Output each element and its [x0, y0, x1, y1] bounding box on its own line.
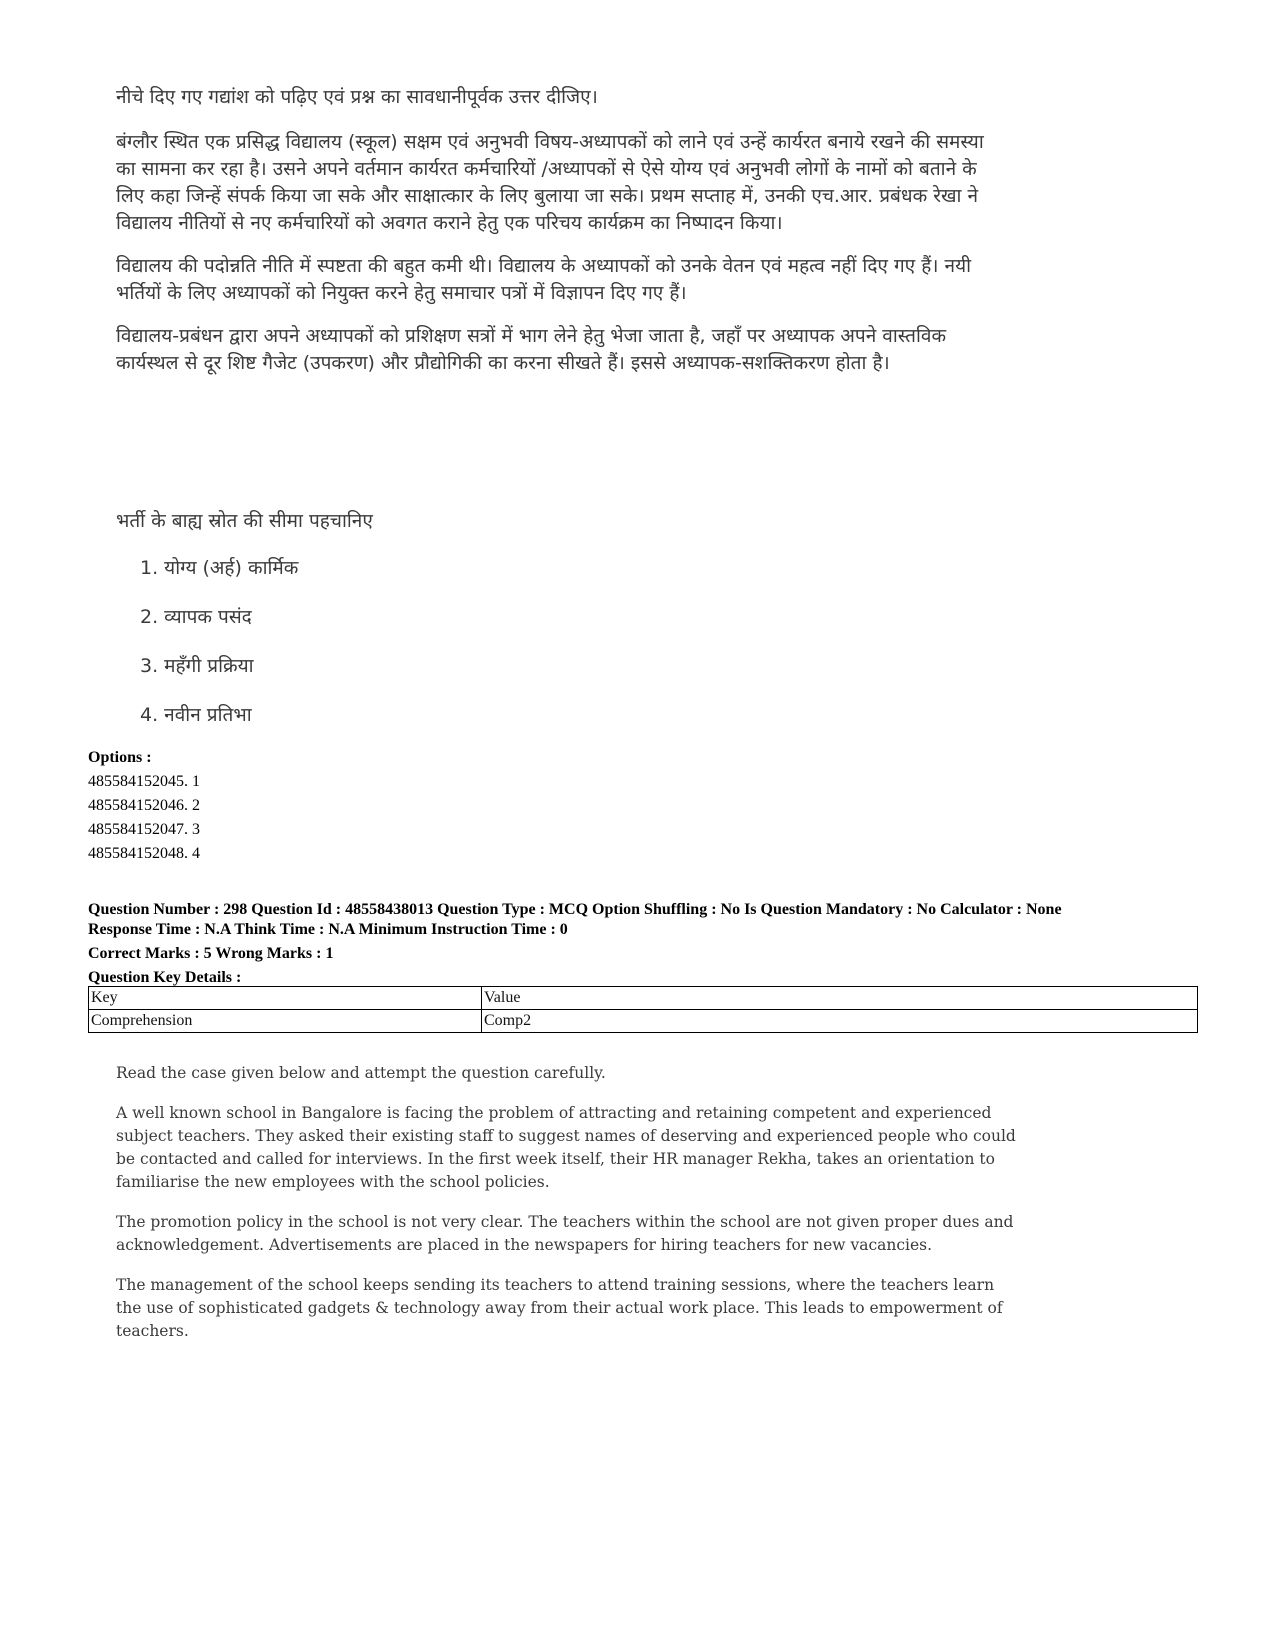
- hindi-instruction: नीचे दिए गए गद्यांश को पढ़िए एवं प्रश्न का सावधानीपूर्वक उत्तर दीजिए।: [116, 86, 598, 108]
- options-block: [88, 746, 200, 866]
- option-item-2: 485584152046. 2: [88, 797, 200, 814]
- english-paragraph-1: A well known school in Bangalore is facing the problem of attracting and retaining competent and experienced subject teachers. They asked their existing staff to suggest names of deserving and experienced people who could be contacted and called for interviews. In the first week itself, their HR manager Rekha, takes an orientation to familiarise the new employees with the school policies.: [116, 1104, 1016, 1191]
- table-header-row: [89, 987, 1198, 1010]
- hindi-question-block: [116, 508, 716, 751]
- hindi-choice-3: 3. महँगी प्रक्रिया: [140, 655, 254, 677]
- table-header-value: Value: [482, 987, 1198, 1010]
- marks-line: Correct Marks : 5 Wrong Marks : 1: [88, 945, 334, 962]
- table-header-key: Key: [89, 987, 482, 1010]
- option-item-3: 485584152047. 3: [88, 821, 200, 838]
- question-meta-line-1: Question Number : 298 Question Id : 48558438013 Question Type : MCQ Option Shuffling : No Is Question Mandatory : No Calculator : None: [88, 901, 1062, 918]
- question-meta: [88, 900, 1198, 988]
- hindi-paragraph-3: विद्यालय-प्रबंधन द्वारा अपने अध्यापकों को प्रशिक्षण सत्रों में भाग लेने हेतु भेजा जाता है, जहाँ पर अध्यापक अपने वास्तविक कार्यस्थल से दूर शिष्ट गैजेट (उपकरण) और प्रौद्योगिकी का करना सीखते हैं। इससे अध्यापक-सशक्तिकरण होता है।: [116, 325, 947, 374]
- options-heading: Options :: [88, 749, 152, 766]
- hindi-paragraph-1: बंग्लौर स्थित एक प्रसिद्ध विद्यालय (स्कूल) सक्षम एवं अनुभवी विषय-अध्यापकों को लाने एवं उन्हें कार्यरत बनाये रखने की समस्या का सामना कर रहा है। उसने अपने वर्तमान कार्यरत कर्मचारियों /अध्यापकों से ऐसे योग्य एवं अनुभवी लोगों के नामों को बताने के लिए कहा जिन्हें संपर्क किया जा सके और साक्षात्कार के लिए बुलाया जा सके। प्रथम सप्ताह में, उनकी एच.आर. प्रबंधक रेखा ने विद्यालय नीतियों से नए कर्मचारियों को अवगत कराने हेतु एक परिचय कार्यक्रम का निष्पादन किया।: [116, 131, 984, 234]
- hindi-choice-2: 2. व्यापक पसंद: [140, 606, 252, 628]
- table-cell-key: Comprehension: [89, 1010, 482, 1033]
- hindi-passage: [116, 84, 996, 393]
- hindi-choice-1: 1. योग्य (अर्ह) कार्मिक: [140, 557, 299, 579]
- question-meta-line-2: Response Time : N.A Think Time : N.A Minimum Instruction Time : 0: [88, 921, 568, 938]
- english-passage: [116, 1062, 1016, 1360]
- option-item-4: 485584152048. 4: [88, 845, 200, 862]
- table-cell-value: Comp2: [482, 1010, 1198, 1033]
- key-details-table: [88, 986, 1198, 1033]
- hindi-paragraph-2: विद्यालय की पदोन्नति नीति में स्पष्टता की बहुत कमी थी। विद्यालय के अध्यापकों को उनके वेतन एवं महत्व नहीं दिए गए हैं। नयी भर्तियों के लिए अध्यापकों को नियुक्त करने हेतु समाचार पत्रों में विज्ञापन दिए गए हैं।: [116, 255, 972, 304]
- key-details-heading: Question Key Details :: [88, 969, 242, 986]
- hindi-question: भर्ती के बाह्य स्रोत की सीमा पहचानिए: [116, 510, 373, 532]
- table-row: [89, 1010, 1198, 1033]
- english-paragraph-2: The promotion policy in the school is not very clear. The teachers within the school are not given proper dues and acknowledgement. Advertisements are placed in the newspapers for hiring teachers for new vacancies.: [116, 1213, 1014, 1254]
- hindi-choice-4: 4. नवीन प्रतिभा: [140, 704, 252, 726]
- option-item-1: 485584152045. 1: [88, 773, 200, 790]
- english-instruction: Read the case given below and attempt the question carefully.: [116, 1064, 606, 1082]
- english-paragraph-3: The management of the school keeps sending its teachers to attend training sessions, where the teachers learn the use of sophisticated gadgets & technology away from their actual work place. This leads to empowerment of teachers.: [116, 1276, 1003, 1340]
